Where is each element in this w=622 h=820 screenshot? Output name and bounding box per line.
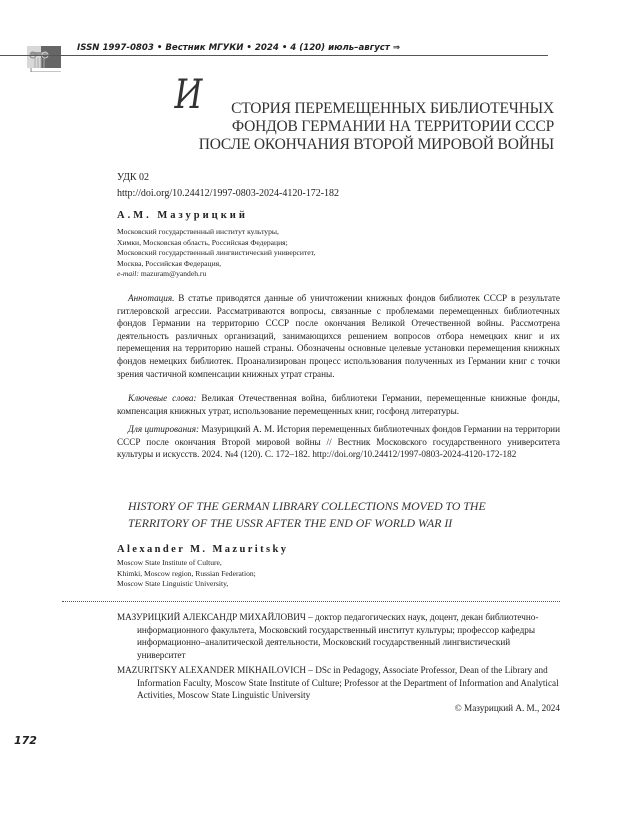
title-initial: И <box>174 72 202 118</box>
doi-link[interactable]: http://doi.org/10.24412/1997-0803-2024-4120-172-182 <box>117 188 340 199</box>
email-link[interactable]: mazuram@yandeh.ru <box>140 269 207 278</box>
affiliation-line: Khimki, Moscow region, Russian Federation; <box>117 568 256 578</box>
affiliation-line: Moscow State Linguistic University, <box>117 579 229 588</box>
affiliation-line: Moscow State Institute of Culture, <box>117 558 222 567</box>
author-name: А.М. Мазурицкий <box>117 210 248 221</box>
copyright: © Мазурицкий А. М., 2024 <box>454 703 560 713</box>
udk: УДК 02 <box>117 172 150 183</box>
affiliation-line: Московский государственный лингвистический университет, <box>117 248 316 257</box>
english-title-line: TERRITORY OF THE USSR AFTER THE END OF WORLD WAR II <box>128 516 453 530</box>
title-line: СТОРИЯ ПЕРЕМЕЩЕННЫХ БИБЛИОТЕЧНЫХ <box>231 100 554 117</box>
abstract <box>117 292 560 380</box>
keywords <box>117 392 560 417</box>
page-number: 172 <box>14 734 37 747</box>
english-affiliations <box>117 558 256 590</box>
email-line <box>117 269 315 280</box>
author-bio-en: MAZURITSKY ALEXANDER MIKHAILOVICH – DSc in Pedagogy, Associate Professor, Dean of the Library and Information Faculty, Moscow State Institute of Culture; Professor at the Department of Information and Analytical Activities, Moscow State Linguistic University <box>117 665 559 701</box>
dotted-divider <box>62 601 560 602</box>
citation-text: Мазурицкий А. М. История перемещенных библиотечных фондов Германии на территории СССР после окончания Второй мировой войны // Вестник Московского государственного университета культуры и искусств. 2024. №4 (120). С. 172–182. http://doi.org/10.24412/1997-0803-2024-4120-172-182 <box>117 424 560 460</box>
keywords-text: Великая Отечественная война, библиотеки Германии, перемещенные книжные фонды, компенсация книжных утрат, использование перемещенных книг, госфонд литературы. <box>117 393 560 416</box>
citation-label: Для цитирования: <box>128 424 200 434</box>
journal-header: ISSN 1997-0803 • Вестник МГУКИ • 2024 • 4 (120) июль–август ⇒ <box>77 43 401 53</box>
email-label: e-mail: <box>117 269 139 278</box>
header-rule <box>0 55 548 56</box>
title-line: ФОНДОВ ГЕРМАНИИ НА ТЕРРИТОРИИ СССР <box>231 118 554 135</box>
article-title <box>174 72 554 154</box>
english-author-name: Alexander M. Mazuritsky <box>117 544 289 555</box>
abstract-label: Аннотация. <box>128 293 175 303</box>
affiliation-line: Химки, Московская область, Российская Федерация; <box>117 237 288 247</box>
affiliation-line: Москва, Российская Федерация, <box>117 258 222 268</box>
author-bio-ru: МАЗУРИЦКИЙ АЛЕКСАНДР МИХАЙЛОВИЧ – доктор педагогических наук, доцент, декан библиотечно-информационного факультета, Московский государственный институт культуры; профессор кафедры информационно–аналитической деятельности, Московский государственный лингвистический университет <box>117 612 539 660</box>
citation <box>117 423 560 461</box>
affiliation-line: Московский государственный институт культуры, <box>117 227 279 236</box>
abstract-text: В статье приводятся данные об уничтожении книжных фондов библиотек СССР в результате гитлеровской агрессии. Рассматриваются вопросы, связанные с проблемами перемещенных библиотечных фондов Германии на территорию СССР после окончания Великой Отечественной войны. Рассмотрена деятельность различных организаций, занимающихся решением вопросов отбора немецких книг и их перемещения на территорию нашей страны. Обозначены основные целевые установки перемещения книжных фондов немецких библиотек. Проанализирован процесс использования полученных из Германии книг с точки зрения частичной компенсации книжных утрат страны. <box>117 293 560 379</box>
english-title <box>128 498 486 532</box>
affiliations <box>117 227 315 280</box>
journal-logo-icon <box>27 46 61 68</box>
title-line: ПОСЛЕ ОКОНЧАНИЯ ВТОРОЙ МИРОВОЙ ВОЙНЫ <box>198 136 554 153</box>
keywords-label: Ключевые слова: <box>128 393 197 403</box>
english-title-line: HISTORY OF THE GERMAN LIBRARY COLLECTIONS MOVED TO THE <box>128 499 486 513</box>
